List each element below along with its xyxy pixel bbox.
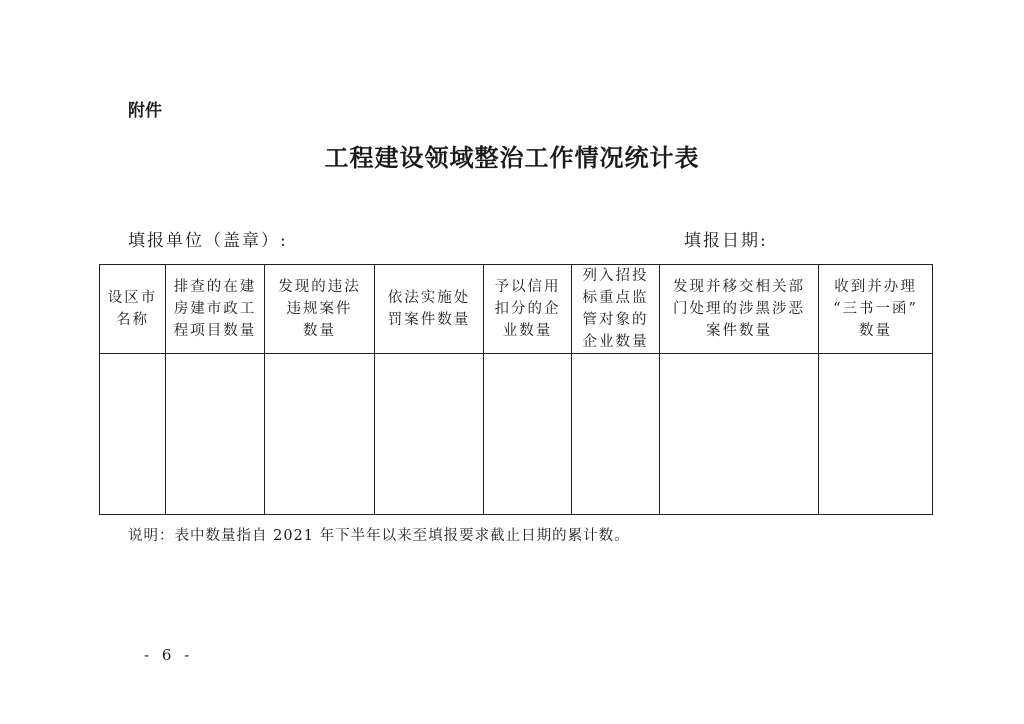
table-cell xyxy=(660,354,819,515)
table-header-row xyxy=(100,265,933,354)
header-cell-violations: 发现的违法 违规案件 数量 xyxy=(265,265,375,354)
table-cell xyxy=(100,354,166,515)
header-cell-penalties: 依法实施处 罚案件数量 xyxy=(375,265,484,354)
table-cell xyxy=(819,354,933,515)
fill-date-label: 填报日期: xyxy=(684,231,768,251)
page-number: - 6 - xyxy=(144,646,194,664)
header-cell-city: 设区市 名称 xyxy=(100,265,166,354)
fill-unit-label: 填报单位（盖章）: xyxy=(128,231,288,251)
table-cell xyxy=(484,354,572,515)
table-cell xyxy=(166,354,265,515)
attachment-label: 附件 xyxy=(128,101,162,121)
header-cell-three-letters: 收到并办理 “三书一函” 数量 xyxy=(819,265,933,354)
header-cell-credit-deduction: 予以信用 扣分的企 业数量 xyxy=(484,265,572,354)
header-cell-projects: 排查的在建 房建市政工 程项目数量 xyxy=(166,265,265,354)
table-row xyxy=(100,354,933,515)
statistics-table xyxy=(99,264,933,515)
header-cell-referred-cases: 发现并移交相关部 门处理的涉黑涉恶 案件数量 xyxy=(660,265,819,354)
page-title: 工程建设领域整治工作情况统计表 xyxy=(324,144,700,172)
table-cell xyxy=(265,354,375,515)
header-cell-bidding-supervision: 列入招投 标重点监 管对象的 企业数量 xyxy=(572,265,660,354)
table-note: 说明：表中数量指自 2021 年下半年以来至填报要求截止日期的累计数。 xyxy=(128,528,630,544)
table-cell xyxy=(572,354,660,515)
table-cell xyxy=(375,354,484,515)
